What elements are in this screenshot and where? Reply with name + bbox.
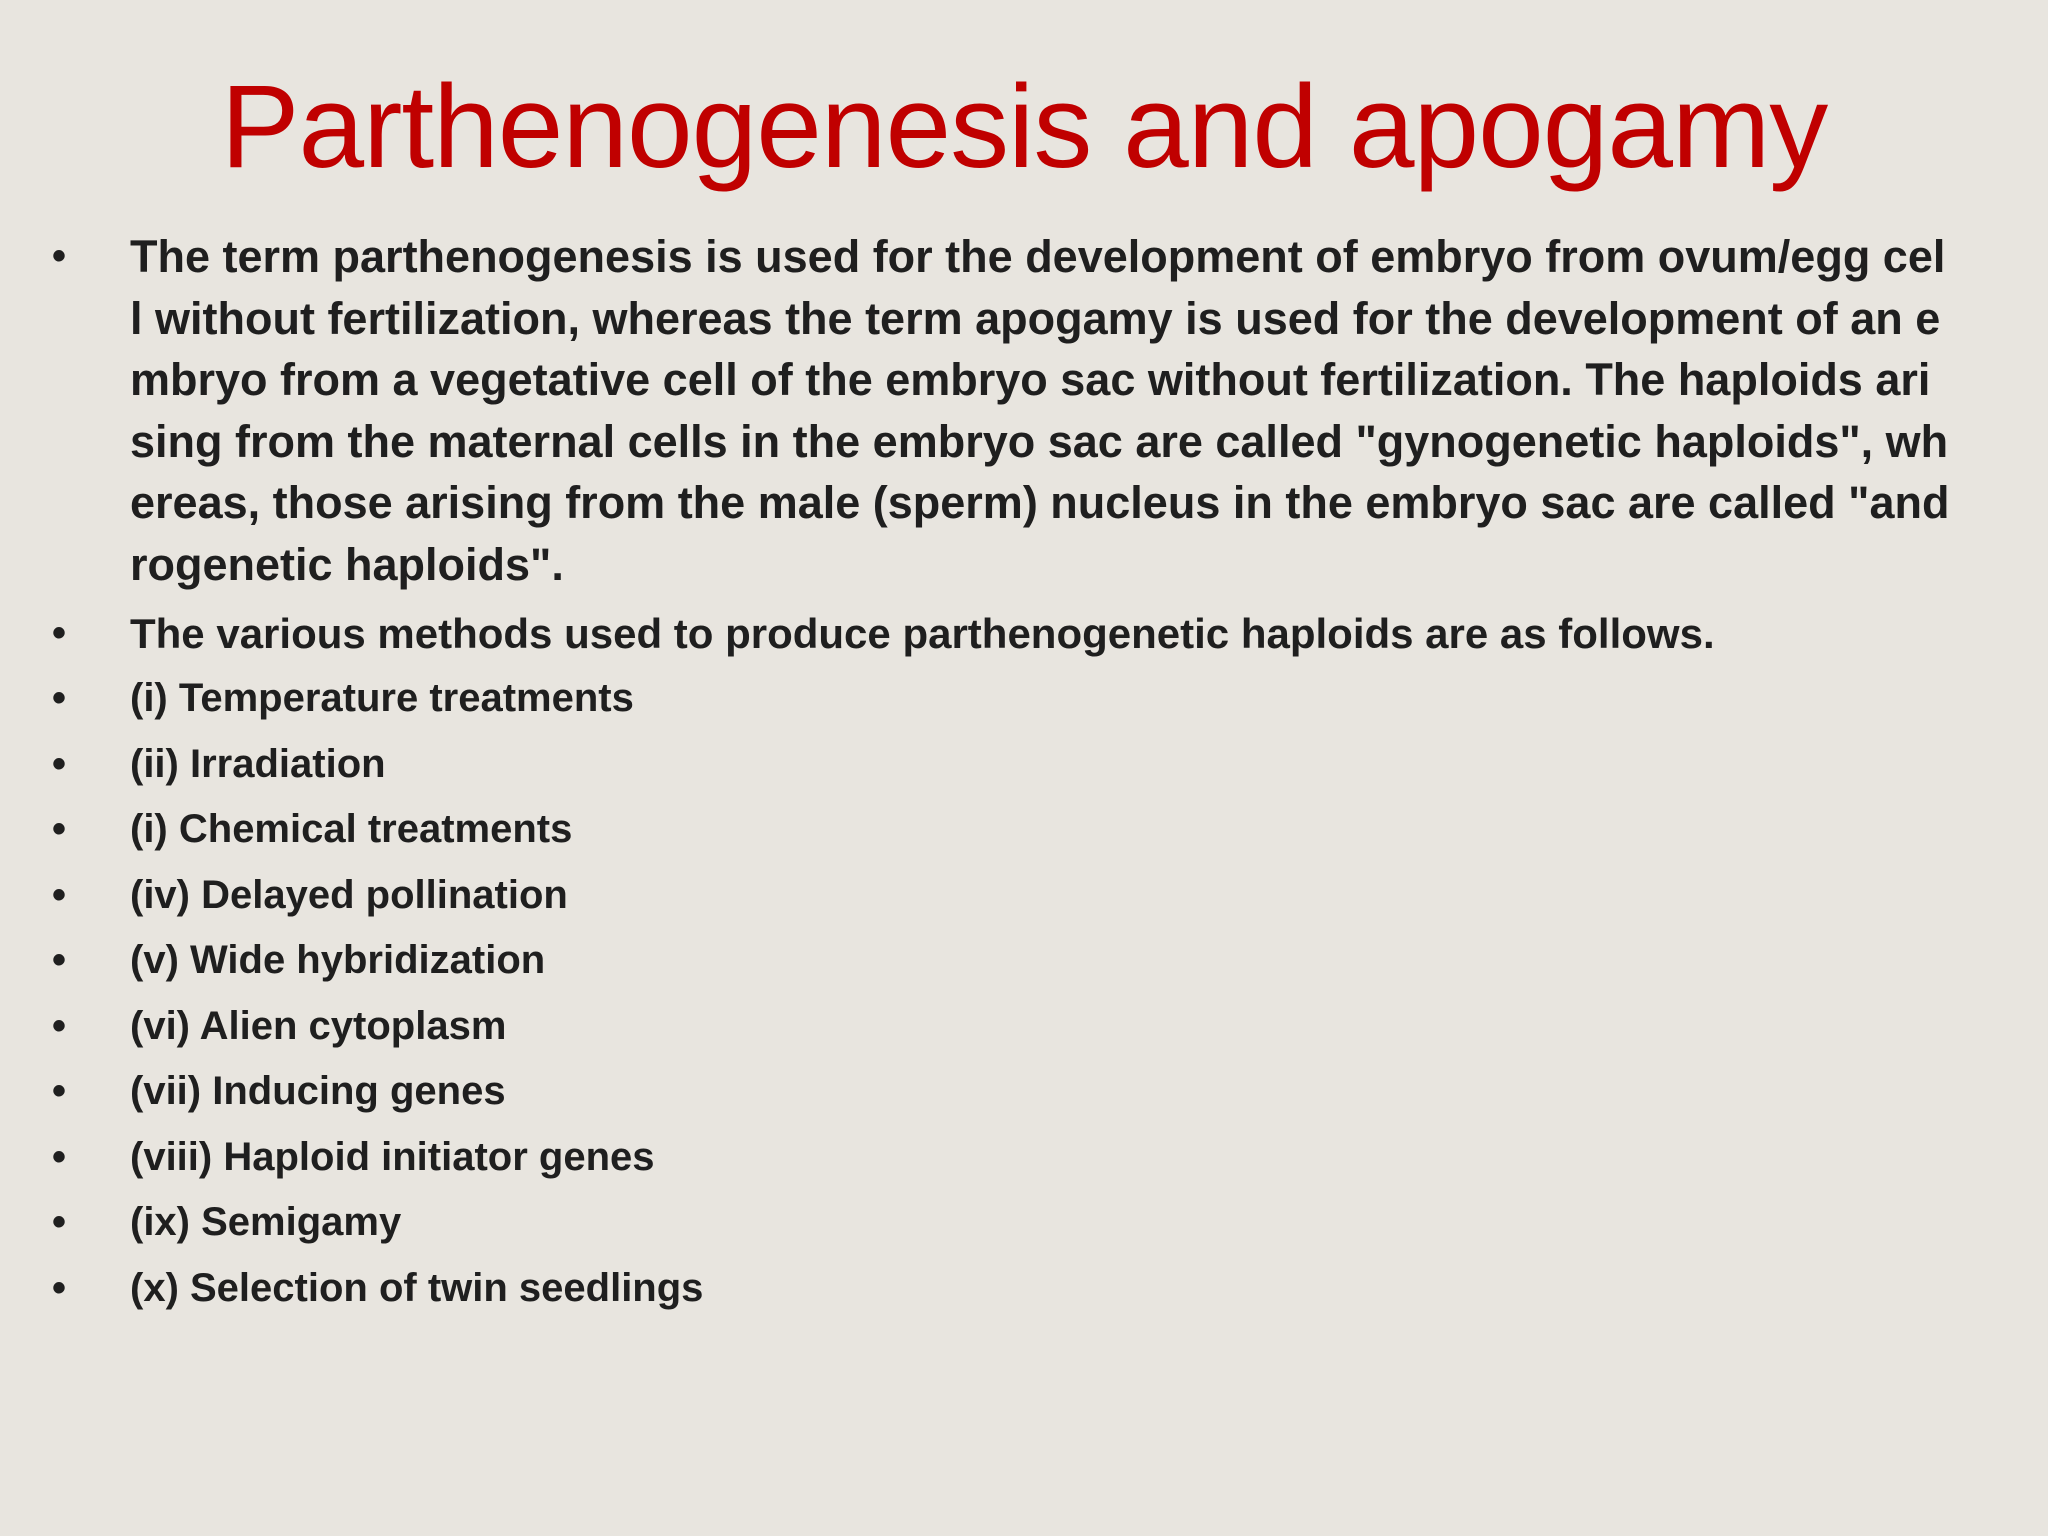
- bullet-text: (ix) Semigamy: [130, 1200, 402, 1244]
- bullet-dot-icon: •: [52, 234, 67, 278]
- bullet-text: The term parthenogenesis is used for the development of embryo from ovum/egg cell without fertilization, whereas the term apogamy is used for the development of an embryo from a vegetative cell of the embryo sac without fertilization. The haploids arising from the maternal cells in the embryo sac are called "gynogenetic haploids", whereas, those arising from the male (sperm) nucleus in the embryo sac are called "androgenetic haploids".: [130, 231, 1950, 590]
- bullet-dot-icon: •: [52, 1200, 67, 1244]
- bullet-dot-icon: •: [52, 1134, 67, 1179]
- bullet-text: (vii) Inducing genes: [130, 1069, 506, 1113]
- bullet-dot-icon: •: [52, 807, 67, 851]
- bullet-item: [52, 928, 1952, 994]
- bullet-text: (vi) Alien cytoplasm: [130, 1003, 507, 1048]
- bullet-text: (x) Selection of twin seedlings: [130, 1265, 704, 1310]
- bullet-text: (i) Temperature treatments: [130, 676, 634, 720]
- bullet-dot-icon: •: [52, 1069, 67, 1113]
- bullet-dot-icon: •: [52, 1265, 67, 1310]
- bullet-text: (i) Chemical treatments: [130, 807, 573, 851]
- bullet-text: (viii) Haploid initiator genes: [130, 1134, 655, 1179]
- bullet-item: [52, 863, 1952, 929]
- bullet-item: [52, 666, 1952, 732]
- bullet-item: [52, 797, 1952, 863]
- bullet-item: [52, 226, 1952, 595]
- bullet-item: [52, 1059, 1952, 1125]
- bullet-dot-icon: •: [52, 938, 67, 982]
- slide-title: Parthenogenesis and apogamy: [220, 61, 1828, 193]
- bullet-item: [52, 1256, 1952, 1322]
- bullet-item: [52, 732, 1952, 798]
- bullet-dot-icon: •: [52, 872, 67, 917]
- bullet-item: [52, 1190, 1952, 1256]
- bullet-text: (ii) Irradiation: [130, 741, 386, 786]
- bullet-list: [52, 226, 1952, 1321]
- bullet-text: (v) Wide hybridization: [130, 938, 546, 982]
- bullet-item: [52, 1125, 1952, 1191]
- bullet-dot-icon: •: [52, 611, 67, 655]
- bullet-dot-icon: •: [52, 676, 67, 720]
- bullet-item: [52, 601, 1952, 666]
- bullet-dot-icon: •: [52, 1003, 67, 1048]
- bullet-text: (iv) Delayed pollination: [130, 872, 568, 917]
- bullet-item: [52, 994, 1952, 1060]
- bullet-text: The various methods used to produce parthenogenetic haploids are as follows.: [130, 610, 1715, 657]
- bullet-dot-icon: •: [52, 741, 67, 786]
